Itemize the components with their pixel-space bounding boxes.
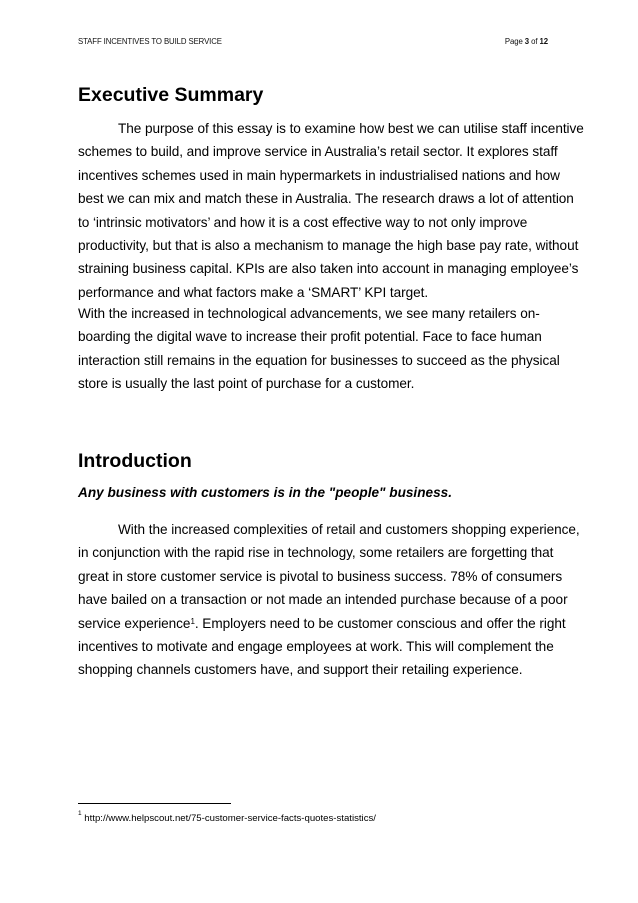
- footnote-number: 1: [78, 810, 82, 817]
- text-line: incentives schemes used in main hypermarkets in industrialised nations and how: [78, 167, 560, 183]
- text-line: interaction still remains in the equation for businesses to succeed as the physical: [78, 352, 560, 368]
- executive-summary-paragraph-1: [78, 117, 584, 304]
- text-line: incentives to motivate and engage employees at work. This will complement the: [78, 639, 554, 655]
- page-prefix: Page: [504, 37, 523, 46]
- text-line: store is usually the last point of purchase for a customer.: [78, 376, 415, 392]
- line-start: service experience: [78, 615, 191, 631]
- footnote: [78, 810, 376, 824]
- text-line: best we can mix and match these in Australia. The research draws a lot of attention: [78, 191, 574, 207]
- footnote-separator: [78, 803, 231, 804]
- executive-summary-paragraph-2: [78, 302, 568, 396]
- text-line: have bailed on a transaction or not made an intended purchase because of a poor: [78, 592, 568, 608]
- page-current: 3: [524, 37, 530, 46]
- text-line: [78, 612, 568, 635]
- text-line: boarding the digital wave to increase their profit potential. Face to face human: [78, 329, 542, 345]
- executive-summary-heading: Executive Summary: [78, 84, 264, 106]
- text-line: schemes to build, and improve service in Australia’s retail sector. It explores staff: [78, 144, 558, 160]
- page-of: of: [531, 37, 538, 46]
- text-line: With the increased in technological advancements, we see many retailers on-: [78, 306, 540, 321]
- text-line: in conjunction with the rapid rise in technology, some retailers are forgetting that: [78, 545, 554, 561]
- page-total: 12: [539, 37, 548, 46]
- introduction-paragraph: [78, 518, 580, 682]
- text-line: great in store customer service is pivotal to business success. 78% of consumers: [78, 568, 563, 584]
- text-line: straining business capital. KPIs are also taken into account in managing employee’s: [78, 261, 579, 277]
- text-line: performance and what factors make a ‘SMART’ KPI target.: [78, 284, 429, 300]
- line-end: . Employers need to be customer conscious and offer the right: [194, 615, 566, 631]
- page-number: [505, 37, 548, 46]
- introduction-heading: Introduction: [78, 450, 192, 472]
- text-line: With the increased complexities of retail and customers shopping experience,: [118, 522, 580, 537]
- footnote-link[interactable]: http://www.helpscout.net/75-customer-service-facts-quotes-statistics/: [84, 813, 376, 824]
- introduction-subtitle: Any business with customers is in the "people" business.: [78, 485, 452, 500]
- header-title: STAFF INCENTIVES TO BUILD SERVICE: [78, 37, 222, 46]
- text-line: The purpose of this essay is to examine how best we can utilise staff incentive: [118, 121, 584, 136]
- text-line: shopping channels customers have, and support their retailing experience.: [78, 662, 523, 678]
- text-line: to ‘intrinsic motivators’ and how it is a cost effective way to not only improve: [78, 214, 528, 230]
- text-line: productivity, but that is also a mechanism to manage the high base pay rate, without: [78, 238, 579, 254]
- footnote-reference[interactable]: 1: [190, 616, 195, 626]
